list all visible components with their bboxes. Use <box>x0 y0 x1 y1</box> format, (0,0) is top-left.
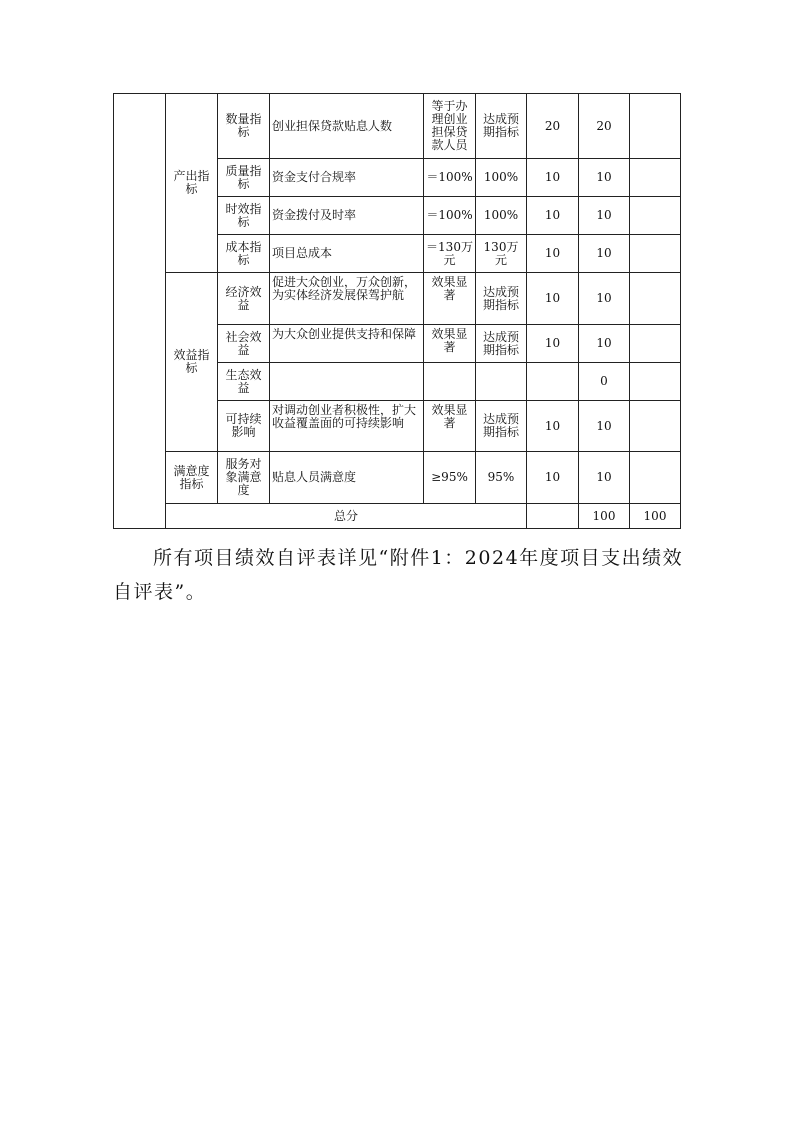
total-label-cell: 总分 <box>166 504 527 529</box>
sub-indicator-cell: 时效指标 <box>218 197 270 235</box>
sub-indicator-cell: 可持续影响 <box>218 401 270 452</box>
weight-cell: 10 <box>527 452 579 504</box>
note-cell <box>630 363 681 401</box>
note-cell <box>630 235 681 273</box>
target-value-cell: ≥95% <box>424 452 476 504</box>
sub-indicator-cell: 生态效益 <box>218 363 270 401</box>
target-value-cell: 效果显著 <box>424 273 476 325</box>
score-cell: 10 <box>579 235 630 273</box>
indicator-content-cell: 贴息人员满意度 <box>270 452 424 504</box>
note-cell <box>630 94 681 159</box>
indicator-content-cell: 资金支付合规率 <box>270 159 424 197</box>
total-row <box>114 504 681 529</box>
weight-cell: 20 <box>527 94 579 159</box>
weight-cell: 10 <box>527 197 579 235</box>
note-cell <box>630 273 681 325</box>
score-cell: 10 <box>579 325 630 363</box>
indicator-content-cell: 促进大众创业，万众创新，为实体经济发展保驾护航 <box>270 273 424 325</box>
weight-cell: 10 <box>527 159 579 197</box>
table-row <box>114 273 681 325</box>
indicator-content-cell: 对调动创业者积极性，扩大收益覆盖面的可持续影响 <box>270 401 424 452</box>
indicator-content-cell <box>270 363 424 401</box>
score-cell: 0 <box>579 363 630 401</box>
actual-value-cell: 100% <box>476 159 527 197</box>
table-row <box>114 452 681 504</box>
continued-category-cell <box>114 94 166 529</box>
effect-indicator-group: 效益指标 <box>166 273 218 452</box>
weight-cell: 10 <box>527 401 579 452</box>
note-cell <box>630 197 681 235</box>
score-cell: 10 <box>579 273 630 325</box>
indicator-content-cell: 为大众创业提供支持和保障 <box>270 325 424 363</box>
sub-indicator-cell: 数量指标 <box>218 94 270 159</box>
actual-value-cell: 达成预期指标 <box>476 94 527 159</box>
satisfaction-indicator-group: 满意度指标 <box>166 452 218 504</box>
sub-indicator-cell: 经济效益 <box>218 273 270 325</box>
sub-indicator-cell: 成本指标 <box>218 235 270 273</box>
indicator-content-cell: 资金拨付及时率 <box>270 197 424 235</box>
total-weight-cell: 100 <box>579 504 630 529</box>
actual-value-cell: 达成预期指标 <box>476 273 527 325</box>
total-actual-cell <box>527 504 579 529</box>
weight-cell <box>527 363 579 401</box>
weight-cell: 10 <box>527 273 579 325</box>
performance-table-container <box>113 93 681 529</box>
output-indicator-group: 产出指标 <box>166 94 218 273</box>
score-cell: 10 <box>579 197 630 235</box>
actual-value-cell: 达成预期指标 <box>476 401 527 452</box>
note-cell <box>630 452 681 504</box>
actual-value-cell: 95% <box>476 452 527 504</box>
sub-indicator-cell: 服务对象满意度 <box>218 452 270 504</box>
score-cell: 10 <box>579 159 630 197</box>
target-value-cell: 效果显著 <box>424 325 476 363</box>
target-value-cell: ＝100% <box>424 197 476 235</box>
sub-indicator-cell: 社会效益 <box>218 325 270 363</box>
table-row <box>114 94 681 159</box>
score-cell: 10 <box>579 401 630 452</box>
weight-cell: 10 <box>527 235 579 273</box>
indicator-content-cell: 创业担保贷款贴息人数 <box>270 94 424 159</box>
note-cell <box>630 159 681 197</box>
target-value-cell: ＝100% <box>424 159 476 197</box>
actual-value-cell: 130万元 <box>476 235 527 273</box>
actual-value-cell: 100% <box>476 197 527 235</box>
target-value-cell: ＝130万元 <box>424 235 476 273</box>
performance-evaluation-table <box>113 93 681 529</box>
actual-value-cell <box>476 363 527 401</box>
sub-indicator-cell: 质量指标 <box>218 159 270 197</box>
total-score-cell: 100 <box>630 504 681 529</box>
target-value-cell: 效果显著 <box>424 401 476 452</box>
weight-cell: 10 <box>527 325 579 363</box>
indicator-content-cell: 项目总成本 <box>270 235 424 273</box>
score-cell: 10 <box>579 452 630 504</box>
attachment-reference-paragraph: 所有项目绩效自评表详见“附件1：2024年度项目支出绩效自评表”。 <box>113 547 684 603</box>
score-cell: 20 <box>579 94 630 159</box>
note-cell <box>630 401 681 452</box>
target-value-cell <box>424 363 476 401</box>
note-cell <box>630 325 681 363</box>
target-value-cell: 等于办理创业担保贷款人员 <box>424 94 476 159</box>
actual-value-cell: 达成预期指标 <box>476 325 527 363</box>
